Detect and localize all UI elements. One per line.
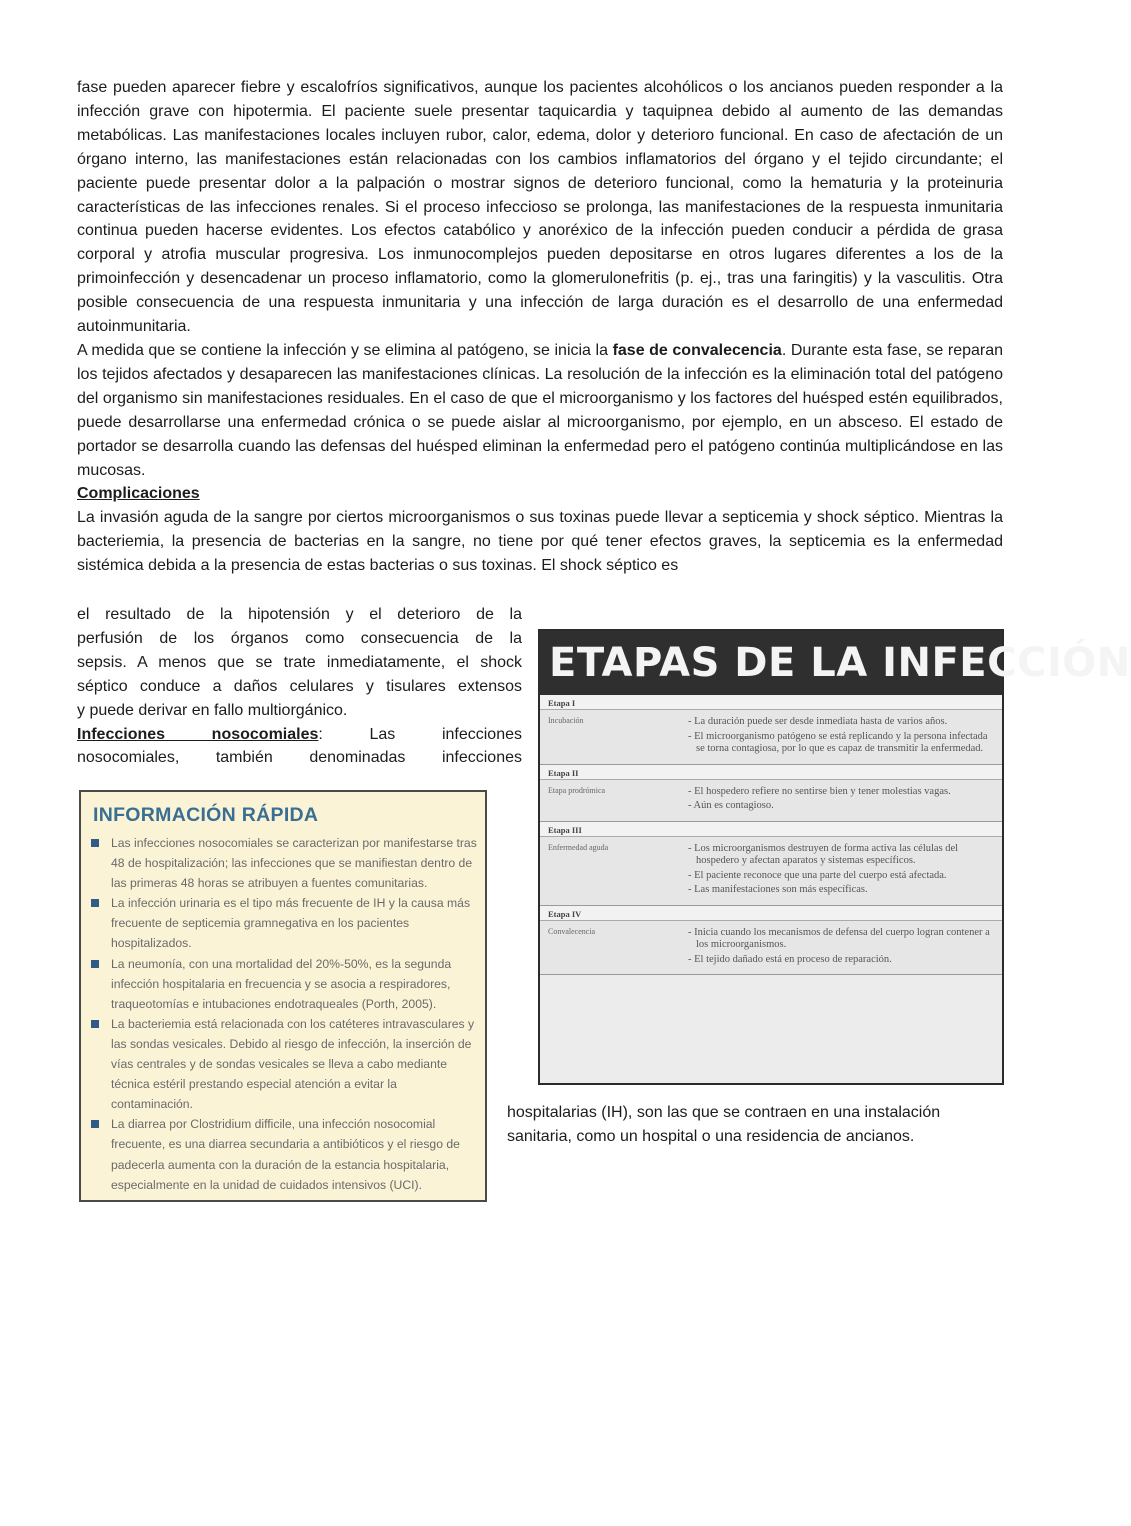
square-bullet-icon	[91, 839, 99, 847]
convalecencia-intro: A medida que se contiene la infección y se elimina al patógeno, se inicia la	[77, 341, 613, 359]
text-line: nosocomiales, también denominadas infecciones	[77, 749, 522, 767]
stage-item: - Las manifestaciones son más específicas.	[688, 884, 994, 897]
stage-items	[688, 927, 994, 969]
stage-items	[688, 716, 994, 758]
nosocomiales-line	[77, 723, 522, 747]
stage-row	[540, 921, 1002, 976]
stage-row	[540, 710, 1002, 765]
stage-name: Etapa prodrómica	[548, 785, 606, 795]
text-line: y puede derivar en fallo multiorgánico.	[77, 701, 348, 719]
stage-item: - El tejido dañado está en proceso de reparación.	[688, 954, 994, 967]
main-text-block	[77, 76, 1003, 578]
paragraph-nosocomiales-end: hospitalarias (IH), son las que se contraen en una instalación sanitaria, como un hospital o una residencia de ancianos.	[507, 1104, 941, 1145]
paragraph-convalecencia	[77, 339, 1003, 482]
convalecencia-rest: . Durante esta fase, se reparan los tejidos afectados y desaparecen las manifestaciones clínicas. La resolución de la infección es la eliminación total del patógeno del organismo sin manifestaciones residuales. En el caso de que el microorganismo y los factores del huésped estén equilibrados, puede desarrollarse una enfermedad crónica o se puede aislar al microorganismo, por ejemplo, en un absceso. El estado de portador se desarrolla cuando las defensas del huésped eliminan la enfermedad pero el patógeno continúa multiplicándose en las mucosas.	[77, 341, 1004, 479]
square-bullet-icon	[91, 1020, 99, 1028]
paragraph-fase-aguda: fase pueden aparecer fiebre y escalofríos significativos, aunque los pacientes alcohólicos o los ancianos pueden responder a la infección grave con hipotermia. El paciente suele presentar taquicardia y taquipnea debido al aumento de las demandas metabólicas. Las manifestaciones locales incluyen rubor, calor, edema, dolor y deterioro funcional. En caso de afectación de un órgano interno, las manifestaciones están relacionadas con los cambios inflamatorios del órgano y el tejido circundante; el paciente puede presentar dolor a la palpación o mostrar signos de deterioro funcional, como la hematuria y la proteinuria características de las infecciones renales. Si el proceso infeccioso se prolonga, las manifestaciones de la respuesta inmunitaria continua pueden hacerse evidentes. Los efectos catabólico y anoréxico de la infección pueden conducir a pérdida de grasa corporal y atrofia muscular progresiva. Los inmunocomplejos pueden depositarse en otros lugares diferentes a los de la primoinfección y desencadenar un proceso inflamatorio, como la glomerulonefritis (p. ej., tras una faringitis) y la vasculitis. Otra posible consecuencia de una respuesta inmunitaria y una infección de larga duración es el desarrollo de una enfermedad autoinmunitaria.	[77, 79, 1003, 336]
info-item-text: Las infecciones nosocomiales se caracterizan por manifestarse tras 48 de hospitalización; las infecciones que se manifiestan dentro de las primeras 48 horas se atribuyen a fuentes comunitarias.	[111, 836, 477, 891]
info-item-text: La bacteriemia está relacionada con los catéteres intravasculares y las sondas vesicales. Debido al riesgo de infección, la inserción de vías centrales y de sondas vesicales se lleva a cabo mediante técnica estéril prestando especial atención a evitar la contaminación.	[111, 1016, 475, 1112]
stage-items	[688, 843, 994, 899]
heading-nosocomiales: Infecciones nosocomiales	[77, 725, 319, 743]
informacion-rapida-box	[79, 790, 487, 1202]
stage-row	[540, 837, 1002, 906]
info-list	[91, 833, 479, 1195]
info-item	[91, 833, 479, 893]
heading-complicaciones: Complicaciones	[77, 485, 200, 503]
square-bullet-icon	[91, 960, 99, 968]
etapas-title: ETAPAS DE LA INFECCIÓN	[540, 631, 1002, 695]
stage-name: Enfermedad aguda	[548, 842, 609, 852]
info-item	[91, 1014, 479, 1114]
info-item	[91, 1114, 479, 1194]
info-item-text: La diarrea por Clostridium difficile, una infección nosocomial frecuente, es una diarrea secundaria a antibióticos y el riesgo de padecerla aumenta con la duración de la estancia hospitalaria, especialmente en la unidad de cuidados intensivos (UCI).	[111, 1117, 460, 1192]
stage-item: - La duración puede ser desde inmediata hasta de varios años.	[688, 716, 994, 729]
stage-label: Etapa III	[540, 822, 1002, 837]
info-item	[91, 893, 479, 953]
stage-row	[540, 780, 1002, 822]
stage-items	[688, 786, 994, 815]
stage-item: - Aún es contagioso.	[688, 800, 994, 813]
info-item-text: La neumonía, con una mortalidad del 20%-50%, es la segunda infección hospitalaria en frecuencia y se asocia a respiradores, traqueotomías e intubaciones endotraqueales (Porth, 2005).	[111, 956, 452, 1011]
wrapped-text-column	[77, 603, 522, 770]
stage-label: Etapa IV	[540, 906, 1002, 921]
paragraph-complicaciones: La invasión aguda de la sangre por ciertos microorganismos o sus toxinas puede llevar a septicemia y shock séptico. Mientras la bacteriemia, la presencia de bacterias en la sangre, no tiene por qué tener efectos graves, la septicemia es la enfermedad sistémica debida a la presencia de estas bacterias o sus toxinas. El shock séptico es	[77, 509, 1003, 575]
stage-item: - El paciente reconoce que una parte del cuerpo está afectada.	[688, 870, 994, 883]
stage-name: Incubación	[548, 716, 584, 725]
stage-label: Etapa I	[540, 695, 1002, 710]
etapas-infeccion-table	[538, 629, 1131, 1085]
info-item-text: La infección urinaria es el tipo más frecuente de IH y la causa más frecuente de septicemia gramnegativa en los pacientes hospitalizados.	[111, 896, 471, 951]
info-item	[91, 954, 479, 1014]
convalecencia-term: fase de convalecencia	[612, 341, 782, 359]
nosocomiales-line1-rest: : Las infecciones	[318, 725, 522, 743]
stage-item: - El hospedero refiere no sentirse bien y tener molestias vagas.	[688, 786, 994, 799]
info-title: INFORMACIÓN RÁPIDA	[93, 804, 319, 826]
stage-item: - El microorganismo patógeno se está replicando y la persona infectada se torna contagiosa, por lo que es capaz de transmitir la enfermedad.	[688, 731, 994, 756]
text-line: perfusión de los órganos como consecuencia de la	[77, 629, 522, 647]
stage-item: - Inicia cuando los mecanismos de defensa del cuerpo logran contener a los microorganismos.	[688, 927, 994, 952]
stage-name: Convalecencia	[548, 926, 596, 936]
stage-label: Etapa II	[540, 765, 1002, 780]
stage-item: - Los microorganismos destruyen de forma activa las células del hospedero y afectan aparatos y sistemas específicos.	[688, 843, 994, 868]
text-line: séptico conduce a daños celulares y tisulares extensos	[77, 677, 522, 695]
square-bullet-icon	[91, 1120, 99, 1128]
text-line: el resultado de la hipotensión y el deterioro de la	[77, 606, 522, 623]
square-bullet-icon	[91, 899, 99, 907]
text-line: sepsis. A menos que se trate inmediatamente, el shock	[77, 653, 522, 671]
